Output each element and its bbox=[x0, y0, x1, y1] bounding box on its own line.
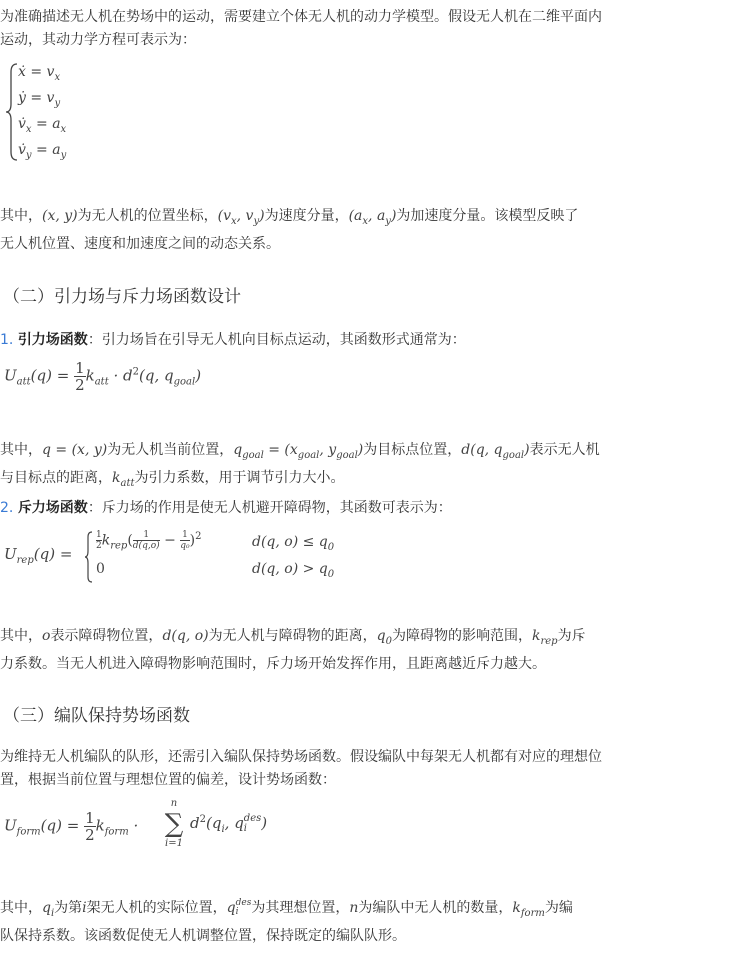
intro-paragraph bbox=[0, 6, 700, 52]
section-heading-formation: （三）编队保持势场函数 bbox=[3, 706, 190, 726]
intro-line-2: 运动，其动力学方程可表示为： bbox=[0, 32, 196, 48]
equation-vy: $v̇_y = a_y$ bbox=[18, 142, 67, 161]
list-number: 2. bbox=[0, 500, 14, 516]
equation-vx: $v̇_x = a_x$ bbox=[18, 116, 67, 135]
repulsion-case-1: $\frac{1}{2}$ $k_{rep}$( $\frac{1}{d(q,o)}$ − $\frac{1}{\text{q₀}}$ )$^2$ bbox=[96, 530, 202, 552]
formation-intro: 为维持无人机编队的队形，还需引入编队保持势场函数。假设编队中每架无人机都有对应的理想位 置，根据当前位置与理想位置的偏差，设计势场函数： bbox=[0, 749, 602, 788]
repulsion-description: 其中，o表示障碍物位置，d(q, o)为无人机与障碍物的距离，$q_0$为障碍物的影响范围，$k_{rep}$为斥 力系数。当无人机进入障碍物影响范围时，斥力场开始发挥作用，且距离越近斥力越大。 bbox=[0, 628, 586, 672]
summation: n ∑ i=1 bbox=[164, 798, 184, 849]
repulsion-condition-1: d(q, $o) \le q_0$ bbox=[252, 534, 335, 553]
list-item-title: 斥力场函数 bbox=[17, 500, 88, 516]
list-item-repulsion: 2. 斥力场函数：斥力场的作用是使无人机避开障碍物，其函数可表示为： bbox=[0, 500, 452, 516]
list-item-title: 引力场函数 bbox=[17, 332, 88, 348]
repulsion-case-2: 0 bbox=[96, 561, 105, 577]
formation-rhs: $d^2(q_i$, q des i ) bbox=[190, 813, 268, 835]
list-item-attraction: 1. 引力场函数：引力场旨在引导无人机向目标点运动，其函数形式通常为： bbox=[0, 332, 466, 348]
intro-line-1: 为准确描述无人机在势场中的运动，需要建立个体无人机的动力学模型。假设无人机在二维平面内 bbox=[0, 9, 602, 25]
piecewise-brace-icon bbox=[84, 530, 94, 584]
repulsion-lhs: $U_{rep}(q)$ = bbox=[4, 545, 73, 566]
attraction-description: 其中，q = (x, y)为无人机当前位置，$q_{goal} = (x_{goal}$, $y_{goal}$)为目标点位置，d(q, $q_{goal}$)表示无人机 与目标点的距离，$k_{att}$为引力系数，用于调节引力大小。 bbox=[0, 442, 600, 489]
formation-description: 其中，$q_i$为第i架无人机的实际位置，q des i 为其理想位置，n为编队中无人机的数量，$k_{form}$为编 队保持系数。该函数促使无人机调整位置，保持既定的编队队形。 bbox=[0, 898, 573, 944]
formation-lhs: $U_{form}(q)$ = $\frac{1}{2}$ $k_{form}$ · bbox=[4, 809, 139, 844]
repulsion-condition-2: d(q, $o) > q_0$ bbox=[252, 561, 335, 580]
equation-x: ẋ = $v_x$ bbox=[18, 64, 61, 83]
list-number: 1. bbox=[0, 332, 14, 348]
left-brace-icon bbox=[5, 62, 19, 162]
attraction-formula: $U_{att}(q)$ = $\frac{1}{2}$ $k_{att} \cdot d^2(q$, $q_{goal}$) bbox=[4, 359, 202, 394]
dynamics-description: 其中，(x, y)为无人机的位置坐标，($v_x$, $v_y$)为速度分量，($a_x$, $a_y$)为加速度分量。该模型反映了 无人机位置、速度和加速度之间的动态关系。 bbox=[0, 208, 579, 252]
section-heading-attraction-repulsion: （二）引力场与斥力场函数设计 bbox=[3, 287, 241, 307]
equation-y: ẏ = $v_y$ bbox=[18, 90, 61, 109]
